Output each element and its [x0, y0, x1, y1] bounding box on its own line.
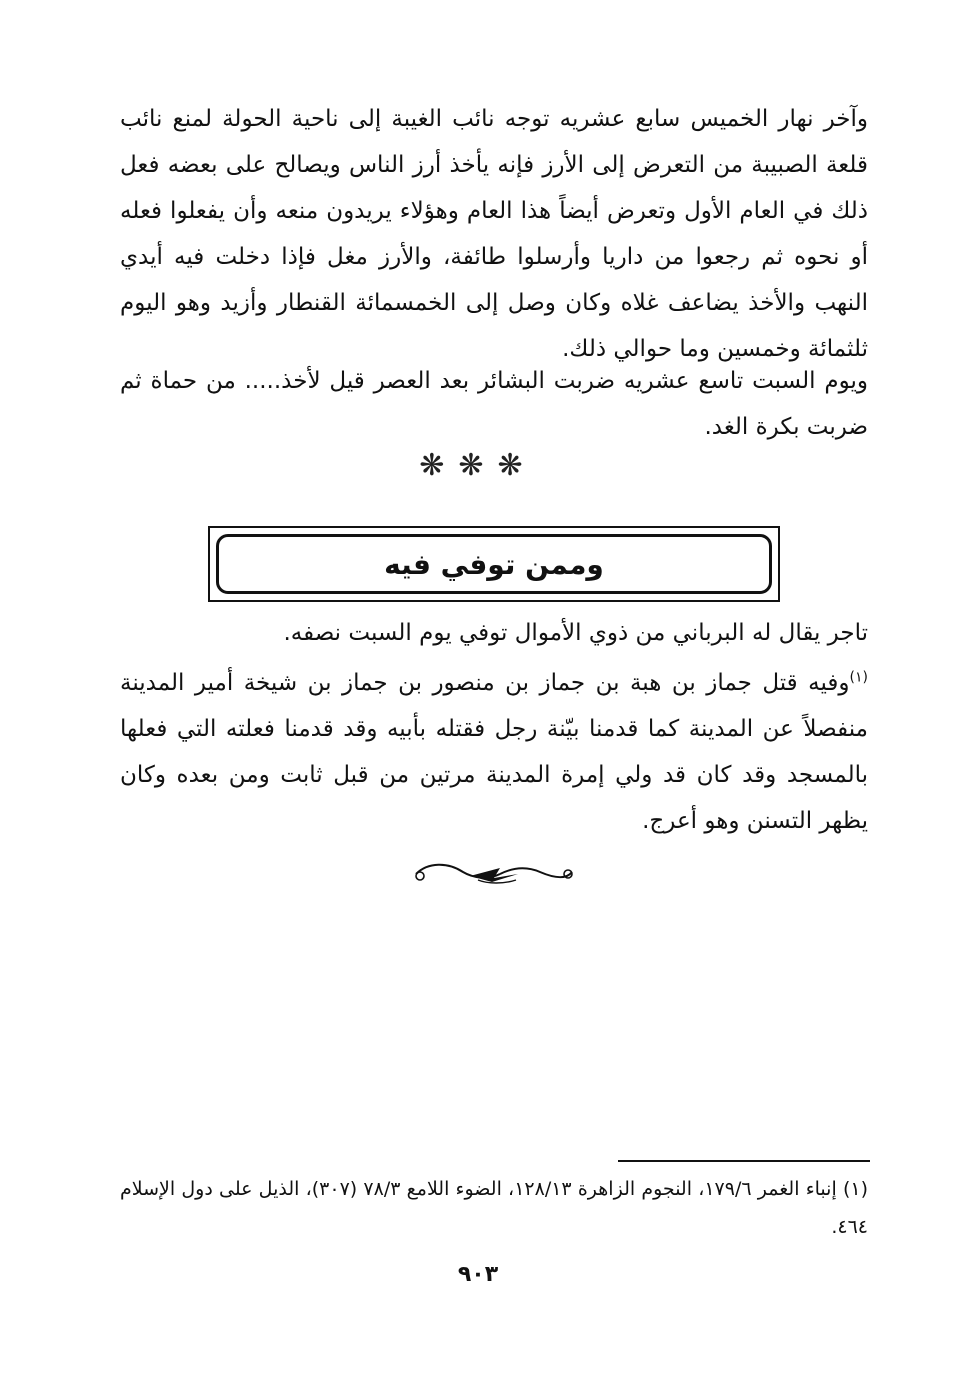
body-paragraph-1: وآخر نهار الخميس سابع عشريه توجه نائب الغيبة إلى ناحية الحولة لمنع نائب قلعة الصبيبة من التعرض إلى الأرز فإنه يأخذ أرز الناس ويصالح على بعضه فعل ذلك في العام الأول وتعرض أيضاً هذا العام وهؤلاء يريدون منعه وأن يفعلوا فعله أو نحوه ثم رجعوا من داريا وأرسلوا طائفة، والأرز مغل فإذا دخلت فيه أيدي النهب والأخذ يضاعف غلاه وكان وصل إلى الخمسمائة القنطار وأزيد وهو اليوم ثلثمائة وخمسين وما حوالي ذلك. — [120, 106, 868, 362]
deaths-paragraph-2-container — [120, 660, 868, 844]
footnote-reference[interactable]: (١) — [849, 669, 868, 686]
deaths-paragraph-2: وفيه قتل جماز بن هبة بن جماز بن منصور بن جماز بن شيخة أمير المدينة منفصلاً عن المدينة كما قدمنا بيّنة رجل فقتله بأبيه وقد قدمنا فعلته التي فعلها بالمسجد وقد كان قد ولي إمرة المدينة مرتين من قبل ثابت ومن بعده وكان يظهر التسنن وهو أعرج. — [120, 670, 868, 834]
section-heading: وممن توفي فيه — [384, 547, 604, 581]
body-paragraph-2: ويوم السبت تاسع عشريه ضربت البشائر بعد العصر قيل لأخذ..... من حماة ثم ضربت بكرة الغد. — [120, 368, 868, 440]
footnote-divider — [618, 1160, 870, 1162]
section-heading-inner-frame — [216, 534, 772, 594]
deaths-paragraph-1: تاجر يقال له البرباني من ذوي الأموال توفي يوم السبت نصفه. — [283, 620, 868, 646]
page-number: ٩٠٣ — [457, 1262, 499, 1287]
ornament-divider-icon — [408, 858, 578, 890]
section-separator-stars: ❋❋❋ — [419, 448, 537, 483]
section-heading-frame — [208, 526, 780, 602]
footnote-text: (١) إنباء الغمر ١٧٩/٦، النجوم الزاهرة ١٢٨/١٣، الضوء اللامع ٧٨/٣ (٣٠٧)، الذيل على دول الإسلام ٤٦٤. — [120, 1178, 868, 1238]
